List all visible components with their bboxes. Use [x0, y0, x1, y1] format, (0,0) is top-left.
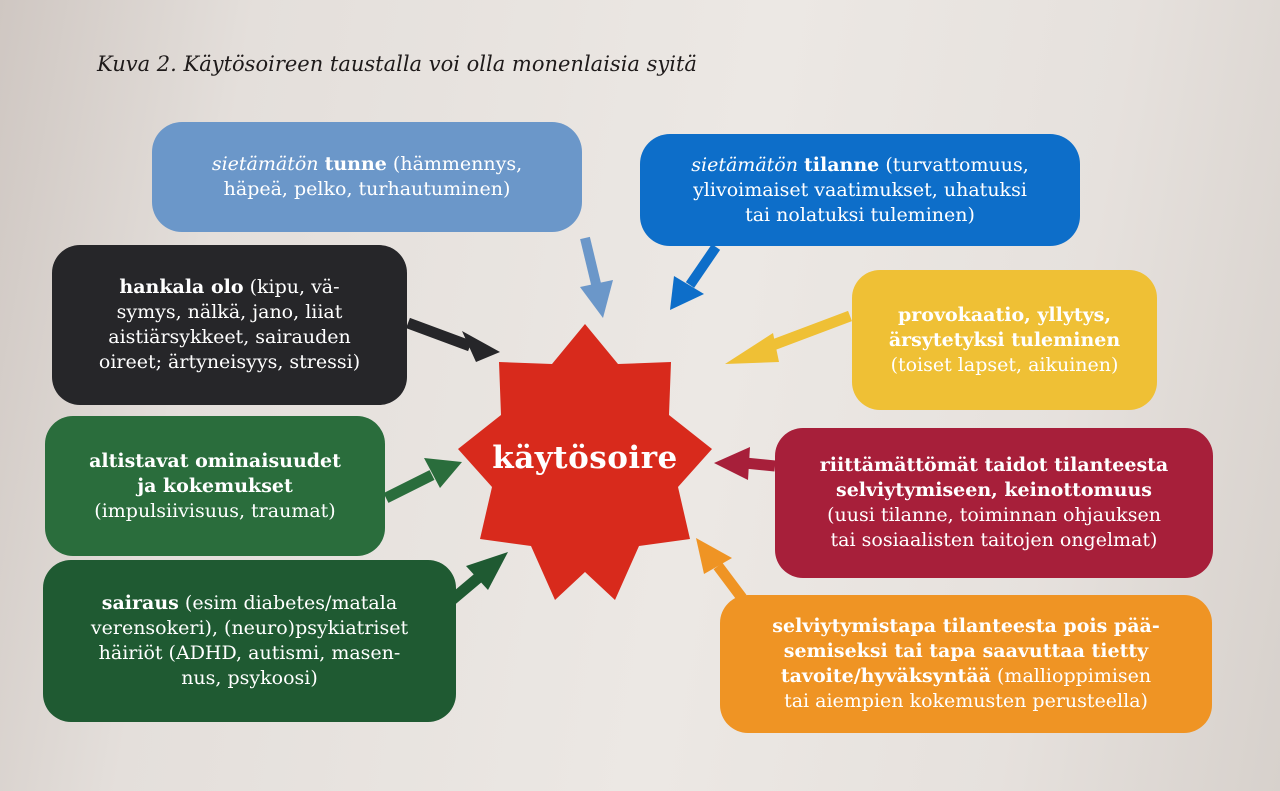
cause-box-tunne: [152, 122, 582, 232]
provo-line1: provokaatio, yllytys,: [897, 303, 1111, 326]
selv-line4: tai aiempien kokemusten perusteella): [784, 690, 1148, 712]
tunne-lead: sietämätön: [211, 153, 319, 175]
tunne-rest: (hämmennys,: [392, 153, 523, 175]
riitt-line3: (uusi tilanne, toiminnan ohjauksen: [827, 504, 1161, 526]
arrow-provo: [725, 316, 850, 364]
tilanne-key: tilanne: [804, 153, 880, 176]
cause-box-tilanne: [640, 134, 1080, 246]
sairaus-key: sairaus: [101, 592, 179, 614]
cause-box-riitt: [775, 428, 1213, 578]
tunne-line2: häpeä, pelko, turhautuminen): [223, 178, 511, 200]
provo-line2: ärsytetyksi tuleminen: [888, 328, 1121, 351]
arrow-altist: [386, 458, 462, 498]
provo-line3: (toiset lapset, aikuinen): [890, 353, 1119, 376]
hankala-line4: oireet; ärtyneisyys, stressi): [98, 351, 361, 373]
cause-box-provo: [852, 270, 1157, 410]
cause-box-altist: [45, 416, 385, 556]
cause-box-selv: [720, 595, 1212, 733]
cause-box-hankala: [52, 245, 407, 405]
tunne-key: tunne: [324, 153, 387, 175]
hankala-rest: (kipu, vä-: [249, 276, 340, 298]
figure-caption: Kuva 2. Käytösoireen taustalla voi olla monenlaisia syitä: [97, 52, 697, 76]
arrow-tunne: [580, 238, 613, 318]
sairaus-line3: häiriöt (ADHD, autismi, masen-: [98, 642, 401, 664]
cause-box-sairaus: [43, 560, 456, 722]
selv-line1: selviytymistapa tilanteesta pois pää-: [772, 615, 1160, 637]
riitt-line4: tai sosiaalisten taitojen ongelmat): [830, 529, 1158, 551]
hankala-line2: symys, nälkä, jano, liiat: [116, 301, 343, 323]
tilanne-lead: sietämätön: [691, 153, 798, 176]
center-label: käytösoire: [492, 440, 678, 476]
tilanne-line2: ylivoimaiset vaatimukset, uhatuksi: [693, 178, 1027, 201]
hankala-key: hankala olo: [119, 276, 244, 298]
altist-line1: altistavat ominaisuudet: [89, 449, 341, 472]
hankala-line3: aistiärsykkeet, sairauden: [108, 326, 351, 348]
altist-line3: (impulsiivisuus, traumat): [94, 499, 336, 522]
selv-line3-rest: (mallioppimisen: [997, 665, 1152, 687]
riitt-line1: riittämättömät taidot tilanteesta: [819, 454, 1169, 476]
altist-line2: ja kokemukset: [137, 474, 293, 497]
sairaus-rest: (esim diabetes/matala: [184, 592, 398, 614]
tilanne-rest: (turvattomuus,: [885, 153, 1029, 176]
selv-line3-bold: tavoite/hyväksyntää: [780, 665, 991, 687]
arrow-riitt: [714, 447, 775, 480]
sairaus-line4: nus, psykoosi): [181, 667, 318, 689]
riitt-line2: selviytymiseen, keinottomuus: [836, 479, 1152, 501]
selv-line2: semiseksi tai tapa saavuttaa tietty: [783, 640, 1149, 662]
arrow-tilanne: [670, 247, 716, 310]
tilanne-line3: tai nolatuksi tuleminen): [745, 203, 975, 226]
sairaus-line2: verensokeri), (neuro)psykiatriset: [90, 617, 409, 639]
